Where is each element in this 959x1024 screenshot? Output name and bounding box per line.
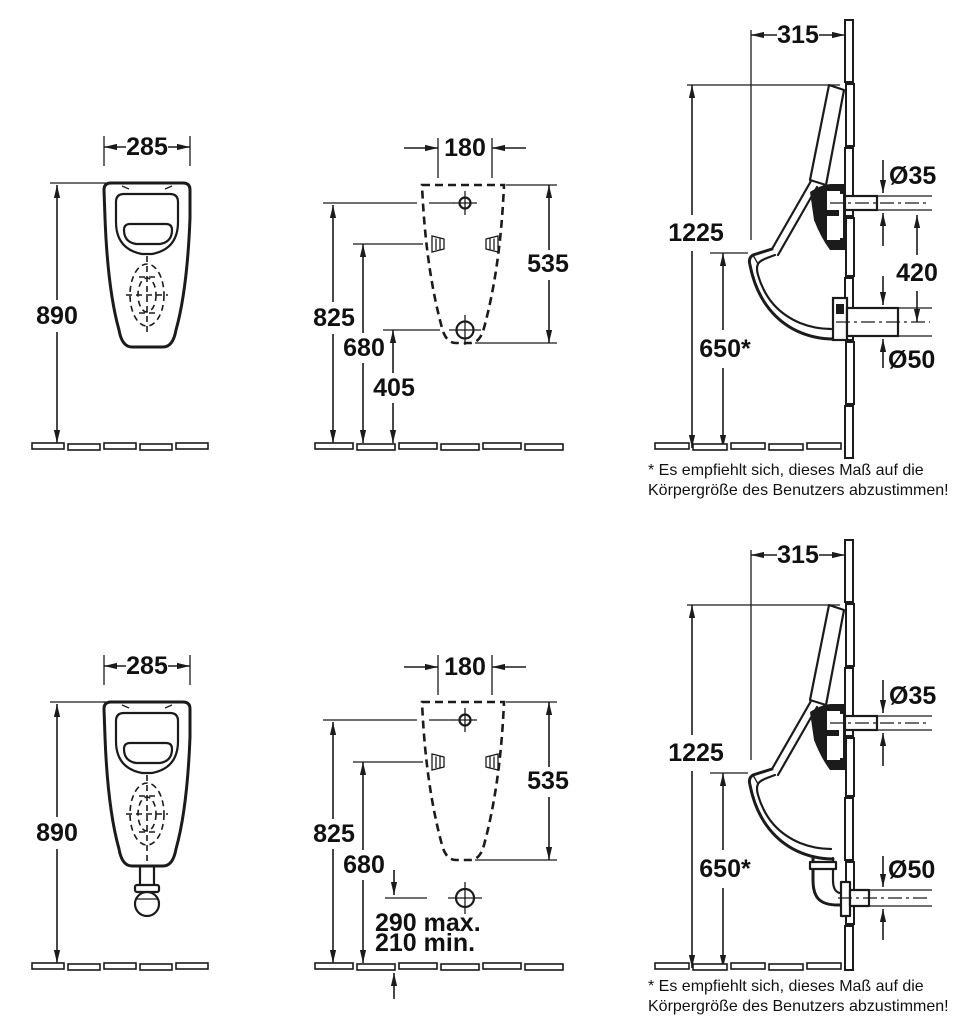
- dim-height: [36, 702, 106, 963]
- floor-hatch: [32, 443, 208, 450]
- dim-overall-height: [668, 85, 840, 448]
- urinal-body: [104, 183, 190, 347]
- dim-top-rear-825: 825: [313, 304, 355, 332]
- dim-height: [36, 183, 106, 443]
- dim-fixing-height: [343, 244, 385, 443]
- dim-inlet-outlet-distance: [896, 215, 938, 322]
- dim-outline-height: [475, 702, 569, 860]
- dim-top-rear-680: 680: [343, 334, 385, 362]
- dim-top-side-650: 650*: [699, 335, 751, 363]
- dim-bottom-side-d35: Ø35: [889, 682, 937, 710]
- dim-bottom-side-315: 315: [777, 541, 819, 569]
- dim-bottom-rear-180: 180: [444, 653, 486, 681]
- dim-width: [104, 133, 190, 166]
- dim-bottom-side-1225: 1225: [668, 739, 724, 767]
- dim-top-rear-535: 535: [527, 250, 569, 278]
- dim-bottom-side-d50: Ø50: [888, 856, 936, 884]
- side-view-bottom: [640, 528, 959, 1024]
- inlet-hole-target: [453, 708, 477, 732]
- inlet-pipe: [830, 716, 932, 730]
- inlet-hole-target: [453, 191, 477, 215]
- footnote-line1: * Es empfiehlt sich, dieses Maß auf die: [648, 462, 924, 479]
- footnote-line2: Körpergröße des Benutzers abzustimmen!: [648, 998, 949, 1015]
- dim-hole-spacing: [404, 134, 526, 178]
- dim-bottom-rear-825: 825: [313, 820, 355, 848]
- floor-hatch: [315, 963, 563, 970]
- dim-bottom-front-height: 890: [36, 819, 78, 847]
- rear-view-top: [305, 130, 575, 470]
- dim-rim-height: [699, 253, 751, 448]
- rear-view-bottom: [305, 645, 575, 1024]
- dim-top-side-d35: Ø35: [889, 162, 937, 190]
- dim-top-side-d50: Ø50: [888, 346, 936, 374]
- front-view-bottom: [30, 645, 255, 995]
- dim-inlet-height: [313, 722, 355, 963]
- front-view-top: [30, 130, 255, 470]
- dim-top-side-420: 420: [896, 259, 938, 287]
- fixing-symbols: [432, 754, 498, 770]
- floor-hatch: [32, 963, 208, 970]
- footnote-line2: Körpergröße des Benutzers abzustimmen!: [648, 482, 949, 499]
- urinal-lid: [810, 85, 844, 185]
- floor-hatch: [315, 443, 563, 450]
- dim-top-side-315: 315: [777, 21, 819, 49]
- floor-hatch: [655, 443, 841, 450]
- dim-top-side-1225: 1225: [668, 219, 724, 247]
- hidden-drain: [126, 256, 168, 334]
- hidden-drain: [126, 775, 168, 862]
- bottle-trap: [135, 866, 159, 916]
- dim-top-rear-405: 405: [373, 374, 415, 402]
- dim-rim-height: [699, 773, 751, 968]
- dim-overall-height: [668, 605, 840, 968]
- dim-inlet-height: [313, 205, 355, 443]
- dim-bottom-rear-535: 535: [527, 767, 569, 795]
- floor-hatch: [655, 963, 841, 970]
- urinal-body: [104, 702, 190, 916]
- inlet-spud: [810, 704, 845, 770]
- dim-bottom-rear-210min: 210 min.: [375, 929, 476, 957]
- dim-bottom-side-650: 650*: [699, 855, 751, 883]
- dim-bottom-front-width: 285: [126, 652, 168, 680]
- dim-bottom-rear-680: 680: [343, 851, 385, 879]
- mounting-marks: [122, 186, 172, 189]
- dim-bottom-rear-290max: 290 max.: [375, 909, 481, 937]
- inlet-spud: [810, 184, 845, 250]
- wall-hatch: [845, 20, 854, 458]
- fixing-symbols: [432, 236, 498, 252]
- dim-top-front-height: 890: [36, 302, 78, 330]
- footnote-line1: * Es empfiehlt sich, dieses Maß auf die: [648, 978, 924, 995]
- dim-outline-height: [475, 185, 569, 343]
- dim-top-rear-180: 180: [444, 134, 486, 162]
- inlet-pipe: [830, 196, 932, 210]
- dim-top-front-width: 285: [126, 133, 168, 161]
- dim-width: [104, 652, 190, 685]
- urinal-lid: [810, 605, 844, 705]
- mounting-marks: [122, 705, 172, 708]
- dim-hole-spacing: [404, 653, 526, 695]
- side-view-top: [640, 8, 959, 508]
